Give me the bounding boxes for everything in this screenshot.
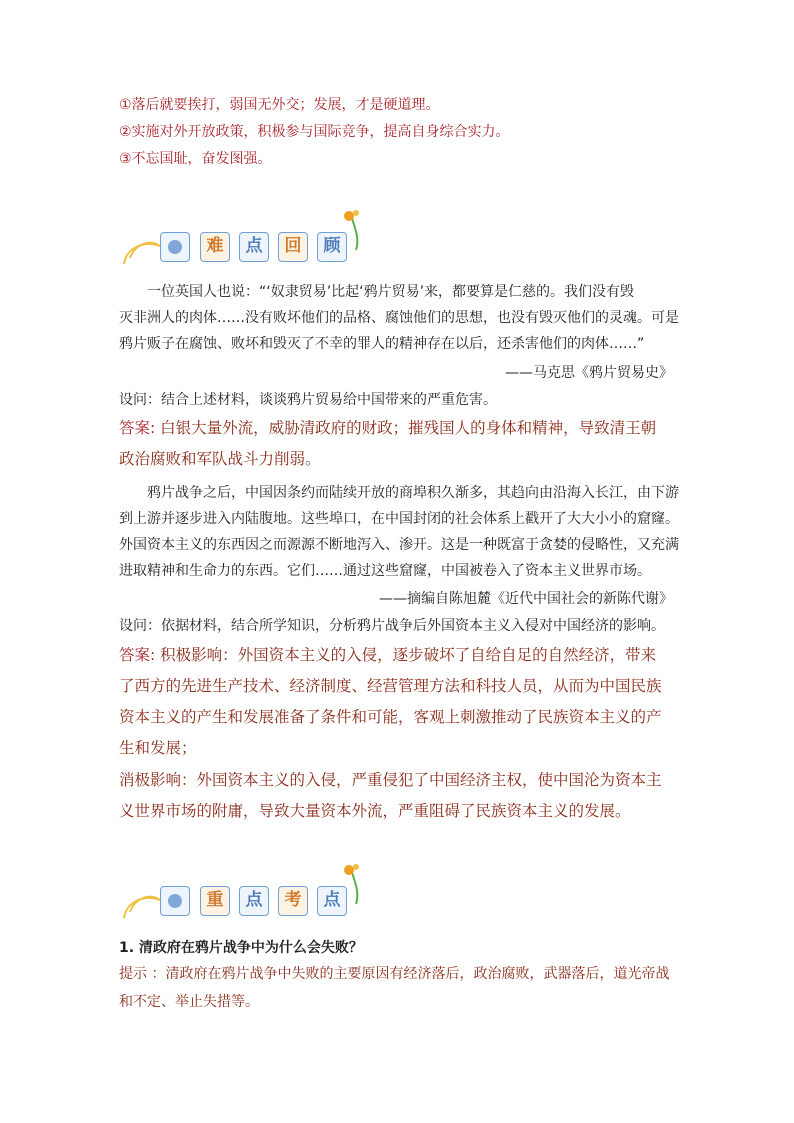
q2-answer-line-1: 积极影响：外国资本主义的入侵，逐步破坏了自给自足的自然经济，带来 xyxy=(160,646,657,664)
list-item-1: ①落后就要挨打，弱国无外交；发展，才是硬道理。 xyxy=(119,97,440,113)
circle-icon xyxy=(168,240,182,254)
q1-answer xyxy=(119,413,675,443)
banner-char-1: 重 xyxy=(200,886,230,916)
section-banner-difficulty-review xyxy=(120,208,380,264)
quote2-source: ——摘编自陈旭麓《近代中国社会的新陈代谢》 xyxy=(379,591,673,607)
banner-char-2: 点 xyxy=(239,886,269,916)
banner-dot-badge xyxy=(160,232,190,262)
quote2-line-2: 到上游并逐步进入内陆腹地。这些埠口，在中国封闭的社会体系上戳开了大大小小的窟窿。 xyxy=(119,511,679,527)
banner-char-3: 回 xyxy=(278,232,308,262)
quote1-line-3: 鸦片贩子在腐蚀、败坏和毁灭了不幸的罪人的精神存在以后，还杀害他们的肉体……” xyxy=(119,336,645,352)
q1-answer-line-1: 白银大量外流，威胁清政府的财政；摧残国人的身体和精神，导致清王朝 xyxy=(160,419,657,437)
circle-icon xyxy=(168,894,182,908)
quote1-line-1: 一位英国人也说：“‘奴隶贸易’比起‘鸦片贸易’来，都要算是仁慈的。我们没有毁 xyxy=(147,284,635,300)
q3-hint-line-1: 提示 ：清政府在鸦片战争中失败的主要原因有经济落后，政治腐败，武器落后，道光帝战 xyxy=(119,966,670,982)
q3-hint-line-2: 和不定、举止失措等。 xyxy=(119,994,259,1010)
q1-answer-line-2: 政治腐败和军队战斗力削弱。 xyxy=(119,450,321,468)
q2-answer xyxy=(119,640,675,670)
q1-question: 设问：结合上述材料，谈谈鸦片贸易给中国带来的严重危害。 xyxy=(119,392,497,408)
quote1-line-2: 灭非洲人的肉体……没有败坏他们的品格、腐蚀他们的思想，也没有毁灭他们的灵魂。可是 xyxy=(119,310,679,326)
banner-char-4: 顾 xyxy=(317,232,347,262)
q1-answer-label: 答案: xyxy=(119,419,156,437)
banner-char-4: 点 xyxy=(317,886,347,916)
q2-answer-line-5: 消极影响：外国资本主义的入侵，严重侵犯了中国经济主权，使中国沦为资本主 xyxy=(119,771,662,789)
banner-char-2: 点 xyxy=(239,232,269,262)
q2-question: 设问：依据材料，结合所学知识，分析鸦片战争后外国资本主义入侵对中国经济的影响。 xyxy=(119,618,665,634)
q2-answer-line-4: 生和发展； xyxy=(119,739,197,757)
section-banner-key-points xyxy=(120,862,380,918)
banner-char-3: 考 xyxy=(278,886,308,916)
q2-answer-line-2: 了西方的先进生产技术、经济制度、经营管理方法和科技人员，从而为中国民族 xyxy=(119,677,662,695)
quote2-line-1: 鸦片战争之后，中国因条约而陆续开放的商埠积久渐多，其趋向由沿海入长江，由下游 xyxy=(147,485,679,501)
quote2-line-4: 进取精神和生命力的东西。它们……通过这些窟窿，中国被卷入了资本主义世界市场。 xyxy=(119,563,651,579)
list-item-3: ③不忘国耻，奋发图强。 xyxy=(119,151,272,167)
list-item-2: ②实施对外开放政策，积极参与国际竞争，提高自身综合实力。 xyxy=(119,124,510,140)
q2-answer-line-3: 资本主义的产生和发展准备了条件和可能，客观上刺激推动了民族资本主义的产 xyxy=(119,708,662,726)
q2-answer-label: 答案: xyxy=(119,646,156,664)
quote2-line-3: 外国资本主义的东西因之而源源不断地泻入、渗开。这是一种既富于贪婪的侵略性，又充满 xyxy=(119,537,679,553)
q2-answer-line-6: 义世界市场的附庸，导致大量资本外流，严重阻碍了民族资本主义的发展。 xyxy=(119,802,631,820)
banner-dot-badge xyxy=(160,886,190,916)
banner-char-1: 难 xyxy=(200,232,230,262)
quote1-source: ——马克思《鸦片贸易史》 xyxy=(505,365,673,381)
q3-title: 1. 清政府在鸦片战争中为什么会失败？ xyxy=(119,940,363,956)
